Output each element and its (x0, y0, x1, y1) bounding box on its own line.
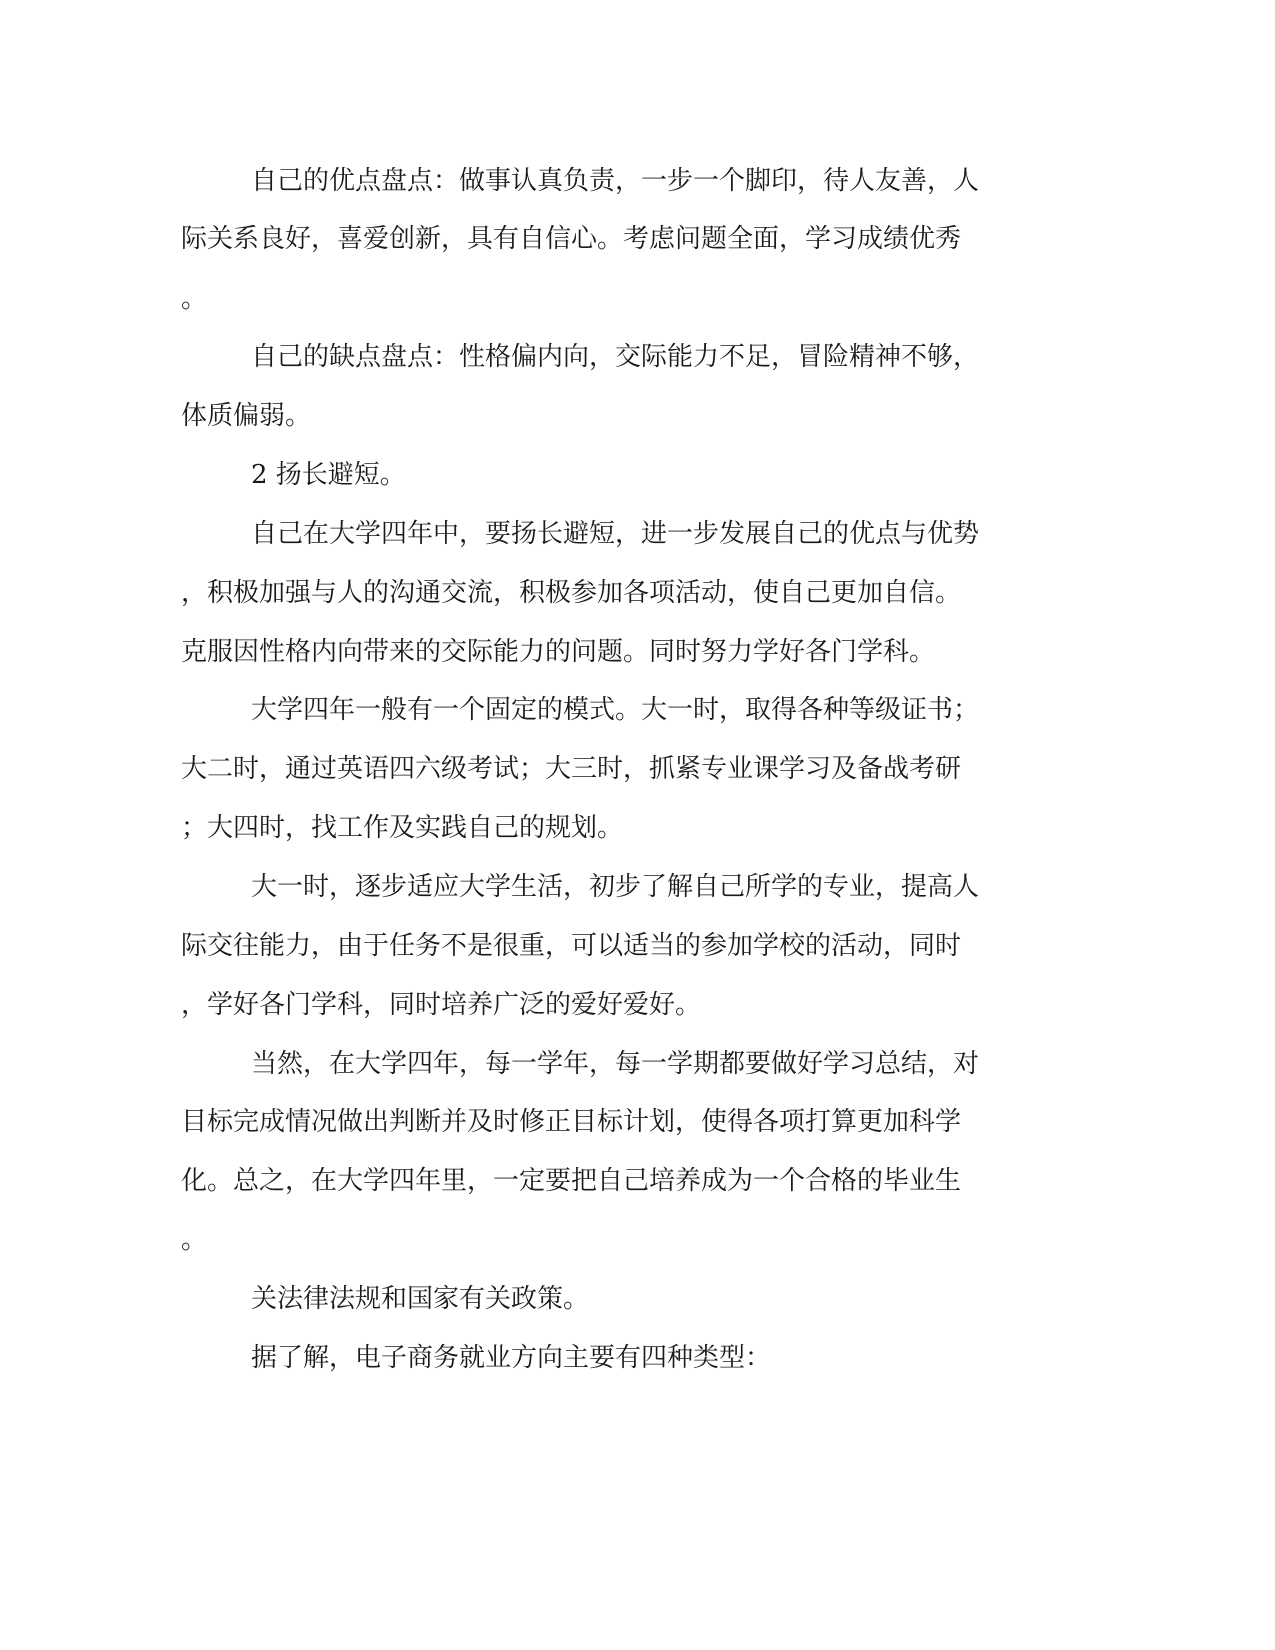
text-line: 目标完成情况做出判断并及时修正目标计划，使得各项打算更加科学 (181, 1107, 962, 1137)
text-line: 大学四年一般有一个固定的模式。大一时，取得各种等级证书； (251, 695, 980, 725)
section-heading: 2 扬长避短。 (251, 460, 406, 490)
text-line: 际交往能力，由于任务不是很重，可以适当的参加学校的活动，同时 (181, 931, 962, 961)
text-line: 化。总之，在大学四年里，一定要把自己培养成为一个合格的毕业生 (181, 1166, 962, 1196)
text-line: 据了解，电子商务就业方向主要有四种类型： (251, 1343, 772, 1373)
text-line: ，积极加强与人的沟通交流，积极参加各项活动，使自己更加自信。 (181, 578, 962, 608)
text-line: 际关系良好，喜爱创新，具有自信心。考虑问题全面，学习成绩优秀 (181, 224, 962, 254)
text-line: 。 (181, 1225, 208, 1255)
text-line: 克服因性格内向带来的交际能力的问题。同时努力学好各门学科。 (181, 637, 936, 667)
text-line: ；大四时，找工作及实践自己的规划。 (181, 813, 624, 843)
text-line: 自己的优点盘点：做事认真负责，一步一个脚印，待人友善，人 (251, 166, 980, 196)
text-line: 自己在大学四年中，要扬长避短，进一步发展自己的优点与优势 (251, 519, 980, 549)
text-line: 大二时，通过英语四六级考试；大三时，抓紧专业课学习及备战考研 (181, 754, 962, 784)
text-line: 大一时，逐步适应大学生活，初步了解自己所学的专业，提高人 (251, 872, 980, 902)
text-line: 自己的缺点盘点：性格偏内向，交际能力不足，冒险精神不够， (251, 342, 980, 372)
text-line: 关法律法规和国家有关政策。 (251, 1284, 590, 1314)
text-line: 当然，在大学四年，每一学年，每一学期都要做好学习总结，对 (251, 1049, 980, 1079)
text-line: 体质偏弱。 (181, 401, 312, 431)
text-line: 。 (181, 284, 208, 314)
text-line: ，学好各门学科，同时培养广泛的爱好爱好。 (181, 990, 702, 1020)
